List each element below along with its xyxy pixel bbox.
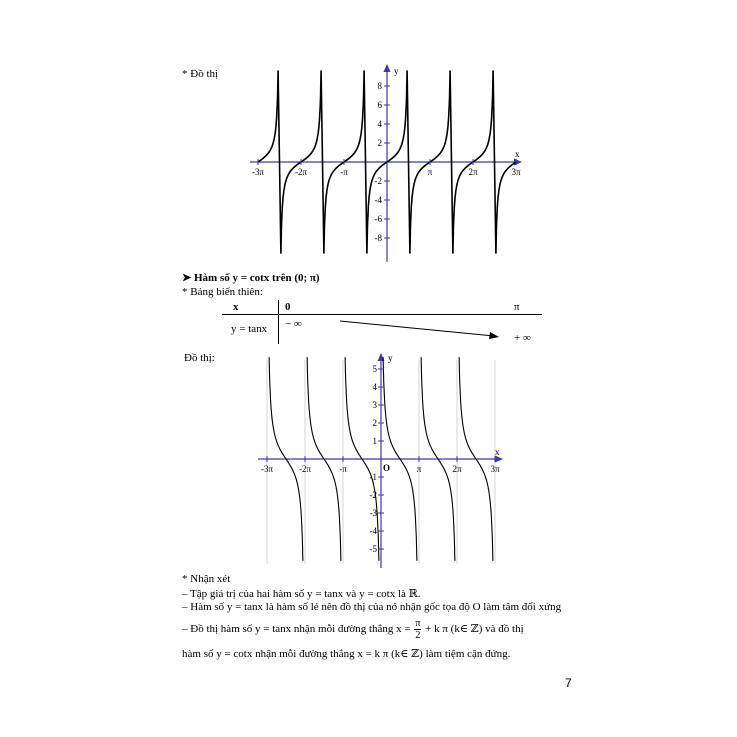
arrow-bullet-icon: ➤ <box>182 272 192 284</box>
g2-x-tick-label: π <box>416 464 422 474</box>
g1-x-tick-label: π <box>427 167 433 177</box>
g1-y-tick-label: 8 <box>377 81 382 91</box>
g1-x-tick-label: -π <box>340 167 348 177</box>
g2-origin-label: O <box>383 463 391 473</box>
g1-y-tick-label: 4 <box>377 119 382 129</box>
g2-y-tick-label: -3 <box>369 508 377 518</box>
g2-x-label: x <box>495 447 500 457</box>
g1-y-label: y <box>394 66 399 76</box>
g2-y-tick-label: 3 <box>372 400 377 410</box>
g2-y-tick-label: -2 <box>369 490 377 500</box>
cot-heading: ➤ Hàm số y = cotx trên (0; π) <box>182 272 320 284</box>
g2-y-tick-label: 1 <box>372 436 377 446</box>
pi-over-2-fraction: $\frac{\pi}{2}$ <box>415 618 421 641</box>
g2-y-tick-label: -4 <box>369 526 377 536</box>
remark-2: – Hàm số y = tanx là hàm số lẻ nên đồ thị của nó nhận gốc tọa độ O làm tâm đối xứng <box>182 601 562 613</box>
g2-y-label: y <box>388 353 393 363</box>
g2-x-tick-label: 2π <box>452 464 462 474</box>
g2-y-tick-label: 2 <box>372 418 377 428</box>
g2-y-tick-label: -1 <box>369 472 377 482</box>
g2-x-tick-label: -3π <box>260 464 274 474</box>
g1-y-tick-label: -8 <box>374 233 382 243</box>
table-x-start: 0 <box>285 301 291 313</box>
g1-x-tick-label: 2π <box>468 167 478 177</box>
remark-1: – Tập giá trị của hai hàm số y = tanx và y = cotx là ℝ. <box>182 588 421 600</box>
remark-3: – Đồ thị hàm số y = tanx nhận mỗi đường thẳng x = $\frac{\pi}{2}$ + k π (k∈ ℤ) và đồ thị <box>182 618 524 641</box>
table-y-label: y = tanx <box>231 323 268 335</box>
page-number: 7 <box>565 676 572 690</box>
remarks-title: * Nhận xét <box>182 573 231 585</box>
g1-x-tick-label: -3π <box>251 167 265 177</box>
table-caption: * Bảng biến thiên: <box>182 286 263 298</box>
g1-x-tick-label: 3π <box>511 167 521 177</box>
g1-y-tick-label: -2 <box>374 176 382 186</box>
g2-x-tick-label: -2π <box>298 464 312 474</box>
g2-y-tick-label: 4 <box>372 382 377 392</box>
g2-x-tick-label: -π <box>339 464 347 474</box>
graph2-caption: Đồ thị: <box>184 352 215 364</box>
remark-4: hàm số y = cotx nhận mỗi đường thẳng x = k π (k∈ ℤ) làm tiệm cận đứng. <box>182 648 511 660</box>
g2-y-tick-label: -5 <box>369 544 377 554</box>
g2-y-tick-label: 5 <box>372 364 377 374</box>
graph1-caption: * Đồ thị <box>182 68 219 80</box>
g1-y-tick-label: 6 <box>377 100 382 110</box>
g1-y-tick-label: 2 <box>377 138 382 148</box>
g1-x-tick-label: -2π <box>294 167 308 177</box>
table-x-end: π <box>514 301 520 313</box>
g1-y-tick-label: -6 <box>374 214 382 224</box>
table-y-end: + ∞ <box>514 332 531 344</box>
table-x-label: x <box>233 301 239 313</box>
g1-y-tick-label: -4 <box>374 195 382 205</box>
table-y-start: − ∞ <box>285 318 302 330</box>
g2-x-tick-label: 3π <box>490 464 500 474</box>
g1-x-label: x <box>515 149 520 159</box>
